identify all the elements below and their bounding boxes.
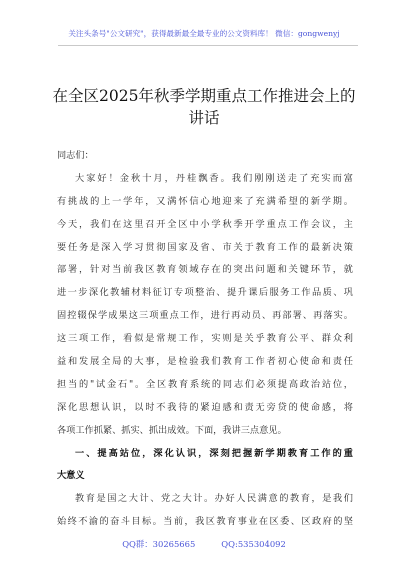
salutation: 同志们： (57, 150, 94, 161)
paragraph-line: 各项工作抓紧、抓实、抓出成效。下面，我讲三点意见。 (57, 424, 287, 436)
paragraph-line: 这三项工作，看似是常规工作，实则是关乎教育公平、群众利 (57, 333, 353, 345)
header-promo-note: 关注头条号"公文研究"，获得最新最全最专业的公文资料库！ 微信：gongwenyj (68, 29, 340, 38)
paragraph-line: 有挑战的上一学年，又满怀信心地迎来了充满希望的新学期。 (57, 195, 353, 207)
paragraph-line: 固控辍保学成果这三项重点工作，进行再动员、再部署、再落实。 (57, 310, 353, 322)
paragraph-line: 始终不渝的奋斗目标。当前，我区教育事业在区委、区政府的坚 (57, 516, 353, 528)
paragraph-line: 益和发展全局的大事，是检验我们教育工作者初心使命和责任 (57, 356, 353, 368)
paragraph-line: 今天，我们在这里召开全区中小学秋季开学重点工作会议，主 (57, 218, 353, 230)
paragraph-line: 深化思想认识，以时不我待的紧迫感和责无旁贷的使命感，将 (57, 401, 353, 413)
footer-qq-group: QQ群：30265665 (122, 539, 196, 549)
paragraph-line: 担当的"试金石"。全区教育系统的同志们必须提高政治站位， (57, 378, 353, 390)
title-line-1: 在全区2025年秋季学期重点工作推进会上的 (52, 87, 356, 105)
section-heading-1-continued: 大意义 (57, 470, 85, 482)
section-heading-1: 一、提高站位，深化认识，深刻把握新学期教育工作的重 (75, 447, 353, 459)
document-title (0, 85, 408, 129)
paragraph-line: 大家好！金秋十月，丹桂飘香。我们刚刚送走了充实而富 (75, 172, 353, 184)
title-line-2: 讲话 (188, 109, 220, 127)
paragraph-line: 部署，针对当前我区教育领域存在的突出问题和关键环节，就 (57, 264, 353, 276)
paragraph-line: 要任务是深入学习贯彻国家及省、市关于教育工作的最新决策 (57, 241, 353, 253)
paragraph-line: 进一步深化教辅材料征订专项整治、提升课后服务工作品质、巩 (57, 287, 353, 299)
footer-contact (0, 538, 408, 550)
paragraph-line: 教育是国之大计、党之大计。办好人民满意的教育，是我们 (75, 493, 353, 505)
document-body (57, 145, 353, 534)
footer-qq-number: QQ:535304092 (221, 539, 286, 549)
header-divider (58, 45, 358, 46)
